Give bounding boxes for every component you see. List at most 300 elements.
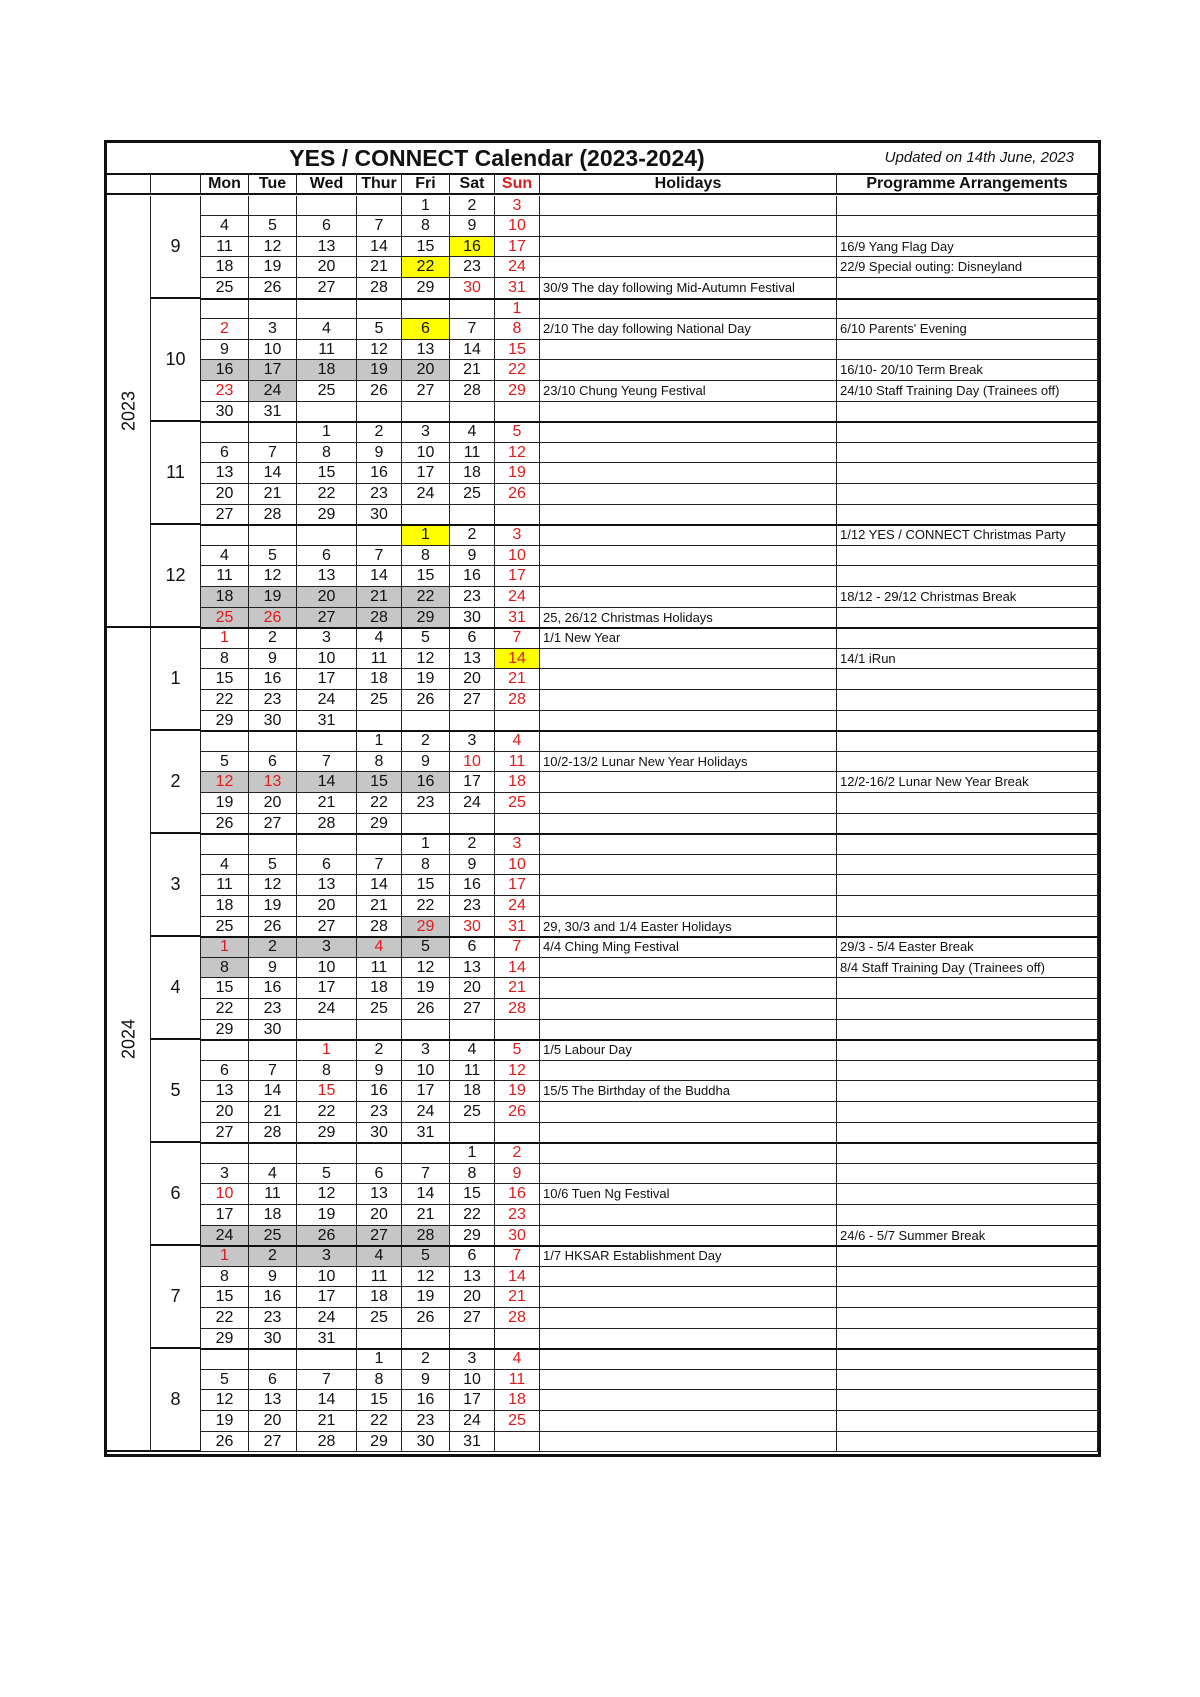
day-cell [357,1329,402,1350]
day-cell: 9 [402,752,450,773]
day-cell [201,525,249,546]
day-cell: 28 [495,690,540,711]
day-cell: 3 [495,834,540,855]
holiday-note [540,834,837,855]
day-cell [249,422,297,443]
day-cell: 28 [402,1226,450,1247]
day-cell: 29 [201,711,249,732]
day-cell: 23 [249,1308,297,1329]
day-cell: 26 [495,484,540,505]
day-cell [201,196,249,217]
programme-note [837,1329,1098,1350]
day-cell: 24 [450,1411,495,1432]
day-cell [495,814,540,835]
day-cell: 12 [495,443,540,464]
day-cell: 30 [450,917,495,938]
day-cell [297,402,357,423]
day-cell: 19 [402,1287,450,1308]
holiday-note [540,237,837,258]
holiday-note [540,1411,837,1432]
day-cell: 7 [402,1164,450,1185]
programme-note [837,1411,1098,1432]
header-day-thur: Thur [357,174,402,195]
day-cell: 23 [249,690,297,711]
day-cell: 11 [201,237,249,258]
programme-note: 12/2-16/2 Lunar New Year Break [837,772,1098,793]
day-cell: 13 [402,340,450,361]
day-cell [297,1349,357,1370]
day-cell: 21 [495,669,540,690]
holiday-note: 25, 26/12 Christmas Holidays [540,608,837,629]
day-cell: 24 [297,1308,357,1329]
day-cell: 15 [201,669,249,690]
day-cell: 5 [402,937,450,958]
day-cell: 27 [297,278,357,299]
day-cell: 6 [297,216,357,237]
day-cell [495,1020,540,1041]
day-cell: 6 [450,628,495,649]
page-title: YES / CONNECT Calendar (2023-2024) [289,145,705,171]
day-cell: 13 [249,772,297,793]
holiday-note [540,1226,837,1247]
day-cell: 30 [249,1020,297,1041]
day-cell: 7 [297,752,357,773]
day-cell: 2 [357,1040,402,1061]
day-cell: 23 [402,1411,450,1432]
day-cell: 11 [201,875,249,896]
day-cell: 21 [357,896,402,917]
day-cell: 30 [450,278,495,299]
programme-note [837,628,1098,649]
holiday-note [540,422,837,443]
month-label: 12 [151,525,201,628]
day-cell: 4 [201,216,249,237]
programme-note [837,299,1098,320]
holiday-note [540,690,837,711]
day-cell: 14 [402,1184,450,1205]
day-cell: 16 [402,772,450,793]
holiday-note [540,793,837,814]
day-cell [357,196,402,217]
holiday-note: 4/4 Ching Ming Festival [540,937,837,958]
header-day-fri: Fri [402,174,450,195]
day-cell: 12 [201,772,249,793]
day-cell: 27 [297,608,357,629]
day-cell: 15 [357,772,402,793]
programme-note [837,484,1098,505]
day-cell: 29 [450,1226,495,1247]
holiday-note [540,216,837,237]
day-cell: 16 [249,669,297,690]
holiday-note [540,958,837,979]
day-cell: 11 [357,649,402,670]
day-cell: 6 [297,546,357,567]
day-cell: 9 [249,649,297,670]
day-cell: 17 [402,1081,450,1102]
day-cell: 31 [297,711,357,732]
day-cell [249,1143,297,1164]
day-cell: 16 [201,360,249,381]
day-cell [249,1040,297,1061]
day-cell: 4 [297,319,357,340]
day-cell: 1 [357,1349,402,1370]
day-cell: 11 [357,1267,402,1288]
day-cell: 6 [450,1246,495,1267]
day-cell [450,814,495,835]
day-cell: 19 [357,360,402,381]
day-cell: 23 [402,793,450,814]
day-cell: 15 [357,1390,402,1411]
day-cell [249,834,297,855]
day-cell: 13 [297,875,357,896]
header-day-tue: Tue [249,174,297,195]
day-cell: 29 [201,1020,249,1041]
day-cell: 27 [249,1432,297,1453]
day-cell: 2 [402,1349,450,1370]
holiday-note [540,1061,837,1082]
day-cell: 21 [357,587,402,608]
day-cell: 25 [495,1411,540,1432]
month-divider [201,298,1098,300]
day-cell: 13 [450,958,495,979]
holiday-note: 10/2-13/2 Lunar New Year Holidays [540,752,837,773]
day-cell: 29 [495,381,540,402]
day-cell: 13 [297,566,357,587]
day-cell: 20 [249,1411,297,1432]
day-cell: 22 [402,257,450,278]
header-programme: Programme Arrangements [837,174,1098,195]
day-cell: 4 [357,628,402,649]
programme-note [837,793,1098,814]
day-cell: 23 [249,999,297,1020]
holiday-note [540,402,837,423]
day-cell: 10 [201,1184,249,1205]
programme-note: 24/6 - 5/7 Summer Break [837,1226,1098,1247]
day-cell: 1 [450,1143,495,1164]
day-cell: 11 [297,340,357,361]
holiday-note [540,525,837,546]
day-cell: 23 [450,896,495,917]
day-cell: 21 [357,257,402,278]
calendar-table [104,140,1101,1457]
programme-note [837,1123,1098,1144]
day-cell: 10 [249,340,297,361]
holiday-note [540,587,837,608]
day-cell: 20 [450,1287,495,1308]
day-cell: 9 [450,216,495,237]
day-cell: 21 [297,1411,357,1432]
day-cell: 10 [495,855,540,876]
month-divider [201,1142,1098,1144]
day-cell: 13 [201,1081,249,1102]
day-cell: 13 [450,649,495,670]
day-cell: 21 [495,1287,540,1308]
day-cell [297,299,357,320]
day-cell: 29 [201,1329,249,1350]
day-cell: 1 [357,731,402,752]
day-cell: 16 [450,875,495,896]
month-label: 10 [151,299,201,423]
day-cell: 21 [249,484,297,505]
day-cell: 23 [450,587,495,608]
day-cell: 21 [402,1205,450,1226]
day-cell: 2 [402,731,450,752]
day-cell: 8 [450,1164,495,1185]
day-cell [402,1329,450,1350]
header-year-blank [107,174,151,195]
day-cell: 7 [495,628,540,649]
day-cell: 22 [495,360,540,381]
day-cell: 9 [450,546,495,567]
day-cell: 23 [495,1205,540,1226]
day-cell: 21 [495,978,540,999]
day-cell: 12 [249,566,297,587]
programme-note [837,814,1098,835]
holiday-note [540,484,837,505]
day-cell: 26 [201,814,249,835]
day-cell: 31 [495,278,540,299]
holiday-note [540,1123,837,1144]
day-cell: 19 [201,793,249,814]
day-cell: 17 [297,978,357,999]
day-cell: 27 [201,1123,249,1144]
holiday-note: 30/9 The day following Mid-Autumn Festival [540,278,837,299]
day-cell: 8 [357,752,402,773]
holiday-note [540,814,837,835]
holiday-note [540,1308,837,1329]
day-cell: 12 [201,1390,249,1411]
updated-date: Updated on 14th June, 2023 [884,149,1074,166]
month-divider [201,1348,1098,1350]
day-cell: 28 [450,381,495,402]
day-cell: 27 [450,690,495,711]
holiday-note [540,1349,837,1370]
programme-note [837,1287,1098,1308]
day-cell: 20 [297,587,357,608]
day-cell [495,1432,540,1453]
day-cell: 22 [201,690,249,711]
day-cell: 17 [495,237,540,258]
day-cell: 4 [495,1349,540,1370]
day-cell: 7 [495,937,540,958]
programme-note: 1/12 YES / CONNECT Christmas Party [837,525,1098,546]
day-cell: 3 [201,1164,249,1185]
day-cell: 14 [297,1390,357,1411]
programme-note [837,855,1098,876]
programme-note [837,1349,1098,1370]
day-cell: 17 [450,772,495,793]
day-cell: 7 [357,216,402,237]
day-cell: 14 [357,237,402,258]
day-cell: 1 [402,196,450,217]
month-label: 9 [151,196,201,299]
day-cell: 19 [402,669,450,690]
day-cell [357,525,402,546]
day-cell: 25 [297,381,357,402]
day-cell: 8 [201,958,249,979]
day-cell: 8 [297,443,357,464]
day-cell: 12 [402,649,450,670]
holiday-note: 15/5 The Birthday of the Buddha [540,1081,837,1102]
day-cell: 29 [402,608,450,629]
holiday-note [540,257,837,278]
day-cell: 14 [357,875,402,896]
day-cell [402,299,450,320]
month-label: 6 [151,1143,201,1246]
programme-note [837,1390,1098,1411]
day-cell: 5 [402,1246,450,1267]
day-cell: 15 [201,1287,249,1308]
day-cell: 15 [450,1184,495,1205]
day-cell [357,402,402,423]
day-cell: 4 [357,1246,402,1267]
day-cell: 10 [495,216,540,237]
month-divider [201,421,1098,423]
day-cell: 13 [201,463,249,484]
day-cell: 19 [249,257,297,278]
day-cell: 9 [249,958,297,979]
day-cell [201,834,249,855]
programme-note [837,731,1098,752]
day-cell: 28 [357,278,402,299]
day-cell: 25 [357,690,402,711]
holiday-note [540,566,837,587]
day-cell: 27 [450,1308,495,1329]
day-cell: 10 [297,958,357,979]
day-cell: 1 [297,422,357,443]
day-cell: 19 [495,1081,540,1102]
day-cell: 4 [450,1040,495,1061]
day-cell: 7 [495,1246,540,1267]
day-cell: 20 [249,793,297,814]
day-cell [201,1040,249,1061]
day-cell: 22 [201,999,249,1020]
day-cell: 27 [249,814,297,835]
month-divider [201,936,1098,938]
day-cell: 20 [450,978,495,999]
day-cell: 18 [357,1287,402,1308]
day-cell [450,1020,495,1041]
programme-note [837,505,1098,526]
day-cell: 20 [357,1205,402,1226]
day-cell: 11 [201,566,249,587]
holiday-note: 2/10 The day following National Day [540,319,837,340]
day-cell: 25 [495,793,540,814]
day-cell: 14 [357,566,402,587]
day-cell: 24 [495,587,540,608]
day-cell: 2 [249,937,297,958]
day-cell: 29 [297,1123,357,1144]
day-cell: 28 [249,505,297,526]
day-cell: 31 [402,1123,450,1144]
day-cell [201,299,249,320]
day-cell: 2 [450,834,495,855]
day-cell [450,299,495,320]
day-cell: 14 [450,340,495,361]
programme-note [837,1308,1098,1329]
programme-note: 14/1 iRun [837,649,1098,670]
day-cell: 15 [402,237,450,258]
holiday-note: 23/10 Chung Yeung Festival [540,381,837,402]
day-cell: 7 [357,855,402,876]
programme-note [837,1102,1098,1123]
programme-note [837,196,1098,217]
day-cell: 14 [495,1267,540,1288]
day-cell: 9 [201,340,249,361]
holiday-note [540,196,837,217]
holiday-note [540,1390,837,1411]
day-cell: 24 [402,484,450,505]
day-cell: 1 [495,299,540,320]
day-cell: 23 [357,484,402,505]
day-cell: 5 [249,546,297,567]
day-cell: 22 [297,484,357,505]
holiday-note [540,772,837,793]
day-cell: 26 [249,917,297,938]
day-cell: 4 [249,1164,297,1185]
day-cell: 5 [495,422,540,443]
day-cell: 1 [201,937,249,958]
programme-note [837,1246,1098,1267]
day-cell: 30 [201,402,249,423]
day-cell: 30 [450,608,495,629]
day-cell [297,1020,357,1041]
day-cell: 17 [249,360,297,381]
day-cell: 29 [297,505,357,526]
programme-note [837,834,1098,855]
day-cell [495,1329,540,1350]
day-cell: 31 [495,608,540,629]
day-cell: 6 [450,937,495,958]
month-label: 3 [151,834,201,937]
day-cell [297,1143,357,1164]
day-cell: 24 [450,793,495,814]
day-cell: 1 [402,525,450,546]
programme-note [837,711,1098,732]
day-cell: 30 [402,1432,450,1453]
day-cell: 8 [357,1370,402,1391]
day-cell [297,196,357,217]
programme-note [837,1020,1098,1041]
day-cell: 19 [249,587,297,608]
day-cell [357,1143,402,1164]
day-cell [495,1123,540,1144]
day-cell: 22 [357,793,402,814]
day-cell: 8 [402,546,450,567]
day-cell: 20 [297,257,357,278]
month-divider [201,1245,1098,1247]
programme-note [837,1205,1098,1226]
day-cell: 18 [357,978,402,999]
day-cell [201,1349,249,1370]
day-cell: 22 [402,896,450,917]
holiday-note [540,1287,837,1308]
programme-note [837,1267,1098,1288]
day-cell: 8 [402,855,450,876]
day-cell: 23 [357,1102,402,1123]
day-cell: 20 [450,669,495,690]
day-cell: 26 [201,1432,249,1453]
day-cell: 29 [357,814,402,835]
day-cell: 7 [450,319,495,340]
day-cell [450,711,495,732]
day-cell: 14 [495,958,540,979]
programme-note [837,1432,1098,1453]
day-cell: 11 [249,1184,297,1205]
day-cell: 28 [495,1308,540,1329]
day-cell: 3 [249,319,297,340]
day-cell: 9 [450,855,495,876]
